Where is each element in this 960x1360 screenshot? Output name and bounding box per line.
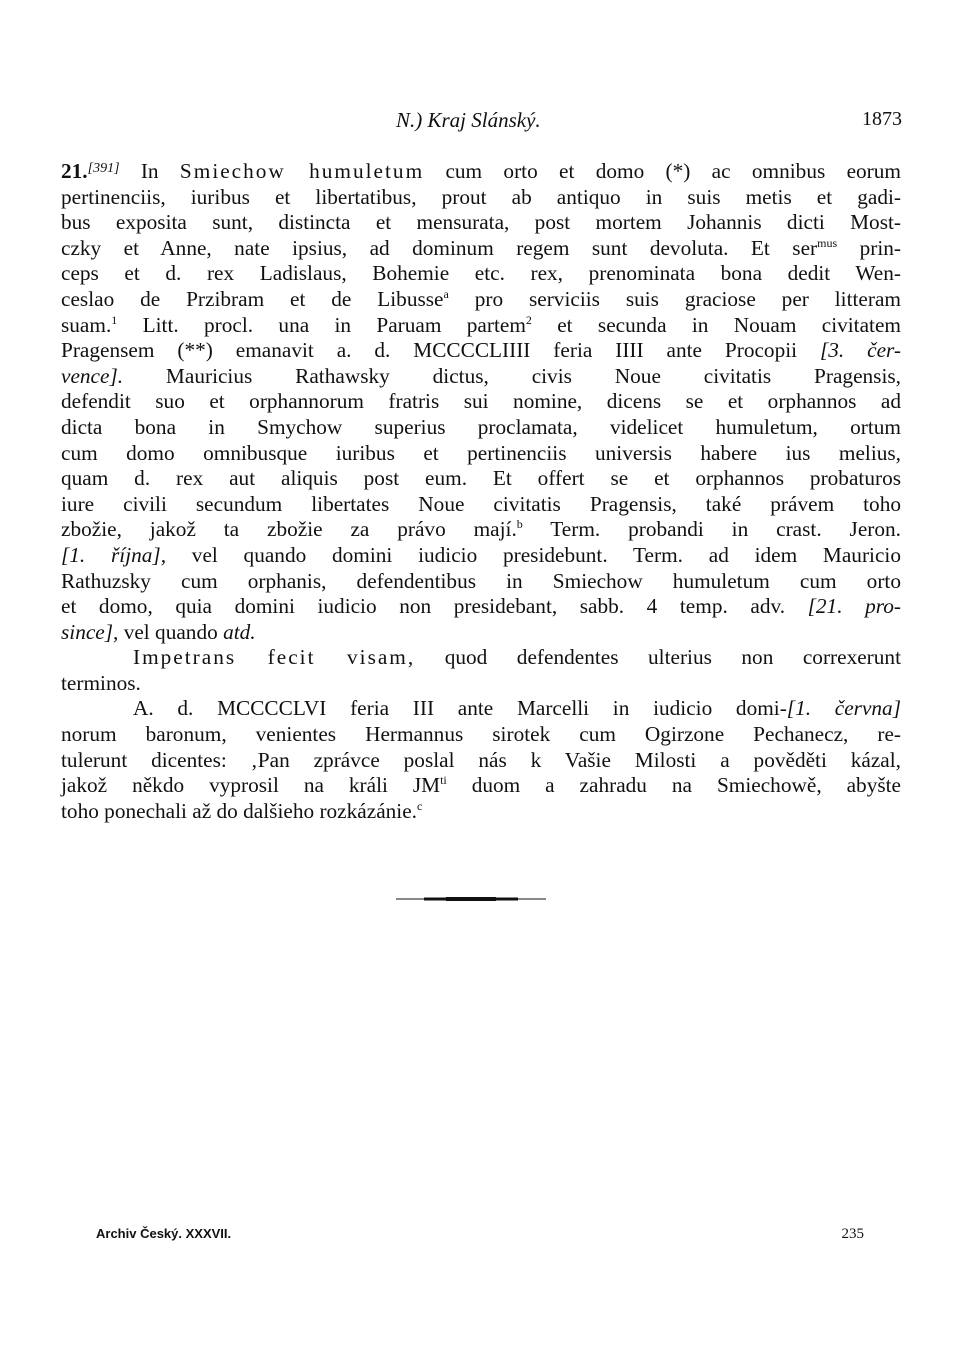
text-line (61, 313, 901, 339)
text-run: suam. (61, 312, 112, 337)
text-line (61, 185, 901, 211)
italic-date: [3. čer- (819, 338, 901, 363)
text-run: Term. probandi in crast. Jeron. (522, 517, 901, 542)
text-run: toho ponechali až do dalšieho rozkázánie. (61, 798, 417, 823)
italic-date: [21. pro- (807, 594, 901, 619)
text-run: norum baronum, venientes Hermannus sirotek cum Ogirzone Pechanecz, re- (61, 722, 901, 747)
text-line (61, 594, 901, 620)
text-line (61, 492, 901, 518)
text-line (61, 210, 901, 236)
footnote-marker: 2 (525, 312, 532, 327)
text-run: A. d. MCCCCLVI feria III ante Marcelli (133, 696, 613, 721)
text-line (61, 748, 901, 774)
text-line (61, 338, 901, 364)
text-run: prin- (837, 235, 901, 260)
text-run: vel quando (118, 619, 224, 644)
text-run: et domo, quia domini iudicio non presidebant, sabb. 4 temp. adv. (61, 594, 808, 619)
text-line (61, 696, 901, 722)
text-run: duom a zahradu na Smiechowě, abyšte (446, 773, 901, 798)
text-line (61, 569, 901, 595)
italic-date: [1. října], (61, 542, 167, 567)
text-run: terminos. (61, 670, 141, 695)
text-line (61, 156, 901, 185)
text-run: ceps et d. rex Ladislaus, Bohemie etc. rex, prenominata bona dedit Wen- (61, 261, 901, 286)
footnote-marker: 1 (111, 312, 118, 327)
text-run: bus exposita sunt, distincta et mensurata, post mortem Johannis dicti Most- (61, 210, 901, 235)
italic-date: vence]. (61, 363, 124, 388)
text-run: quam d. rex aut aliquis post eum. Et offert se et orphannos probaturos (61, 466, 901, 491)
text-run: jakož někdo vyprosil na králi JM (61, 773, 441, 798)
text-run: cum domo omnibusque iuribus et pertinenciis universis habere ius melius, (61, 440, 901, 465)
text-run: defendit suo et orphannorum fratris sui nomine, dicens se et orphannos ad (61, 389, 901, 414)
text-run: dicta bona in Smychow superius proclamata, videlicet humuletum, ortum (61, 414, 901, 439)
text-line (61, 364, 901, 390)
text-line (61, 236, 901, 262)
text-line (61, 466, 901, 492)
margin-reference: [391] (87, 161, 120, 176)
text-line (61, 441, 901, 467)
page-header (0, 108, 960, 138)
spaced-text: Impetrans fecit visam, (133, 645, 416, 670)
italic-date: atd. (223, 619, 256, 644)
text-line (61, 773, 901, 799)
text-line (61, 799, 901, 825)
text-run: iure civili secundum libertates Noue civitatis Pragensis, také právem toho (61, 491, 901, 516)
text-run: Pragensem (**) emanavit a. d. MCCCCLIIII feria IIII ante Procopii (61, 338, 820, 363)
text-run: et secunda in Nouam civitatem (531, 312, 901, 337)
footnote-marker: b (516, 517, 523, 532)
text-run: ceslao de Przibram et de Libusse (61, 286, 444, 311)
text-run: pro serviciis suis graciose per litteram (448, 286, 901, 311)
text-line (61, 543, 901, 569)
running-title: N.) Kraj Slánský. (396, 108, 541, 132)
page-year: 1873 (862, 108, 902, 130)
text-run: Mauricius Rathawsky dictus, civis Noue civitatis Pragensis, (123, 363, 901, 388)
text-line (61, 620, 901, 646)
text-line (61, 671, 901, 697)
italic-date: [1. června] (786, 696, 901, 721)
text-line (61, 722, 901, 748)
text-line (61, 261, 901, 287)
ornament-divider (396, 892, 546, 906)
text-run: In (140, 159, 180, 183)
text-line (61, 517, 901, 543)
text-run: czky et Anne, nate ipsius, ad dominum regem sunt devoluta. Et ser (61, 235, 818, 260)
text-run: zbožie, jakož ta zbožie za právo mají. (61, 517, 517, 542)
spaced-text: Smiechow humuletum (179, 159, 425, 183)
text-line (61, 389, 901, 415)
text-run: in iudicio domi- (612, 696, 787, 721)
footnote-marker: c (417, 798, 423, 813)
text-line (61, 287, 901, 313)
text-run: cum orto et domo (*) ac omnibus eorum (424, 159, 901, 183)
source-title: Archiv Český. XXXVII. (96, 1226, 232, 1241)
text-run: pertinenciis, iuribus et libertatibus, prout ab antiquo in suis metis et gadi- (61, 184, 901, 209)
italic-date: since], (61, 619, 119, 644)
page-number: 235 (841, 1226, 864, 1242)
text-run: quod defendentes ulterius non correxerunt (415, 645, 901, 670)
text-run: vel quando domini iudicio presidebunt. Term. ad idem Mauricio (166, 542, 901, 567)
text-run: Rathuzsky cum orphanis, defendentibus in Smiechow humuletum cum orto (61, 568, 901, 593)
page-footer (0, 1226, 960, 1256)
footnote-marker: mus (817, 235, 838, 250)
footnote-marker: ti (440, 773, 447, 788)
text-run: Litt. procl. una in Paruam partem (117, 312, 526, 337)
document-body (61, 156, 901, 824)
text-line (61, 415, 901, 441)
footnote-marker: a (443, 286, 449, 301)
text-line (61, 645, 901, 671)
text-run: tulerunt dicentes: ‚Pan zprávce poslal nás k Vašie Milosti a pověděti kázal, (61, 747, 901, 772)
entry-number: 21. (61, 159, 88, 183)
